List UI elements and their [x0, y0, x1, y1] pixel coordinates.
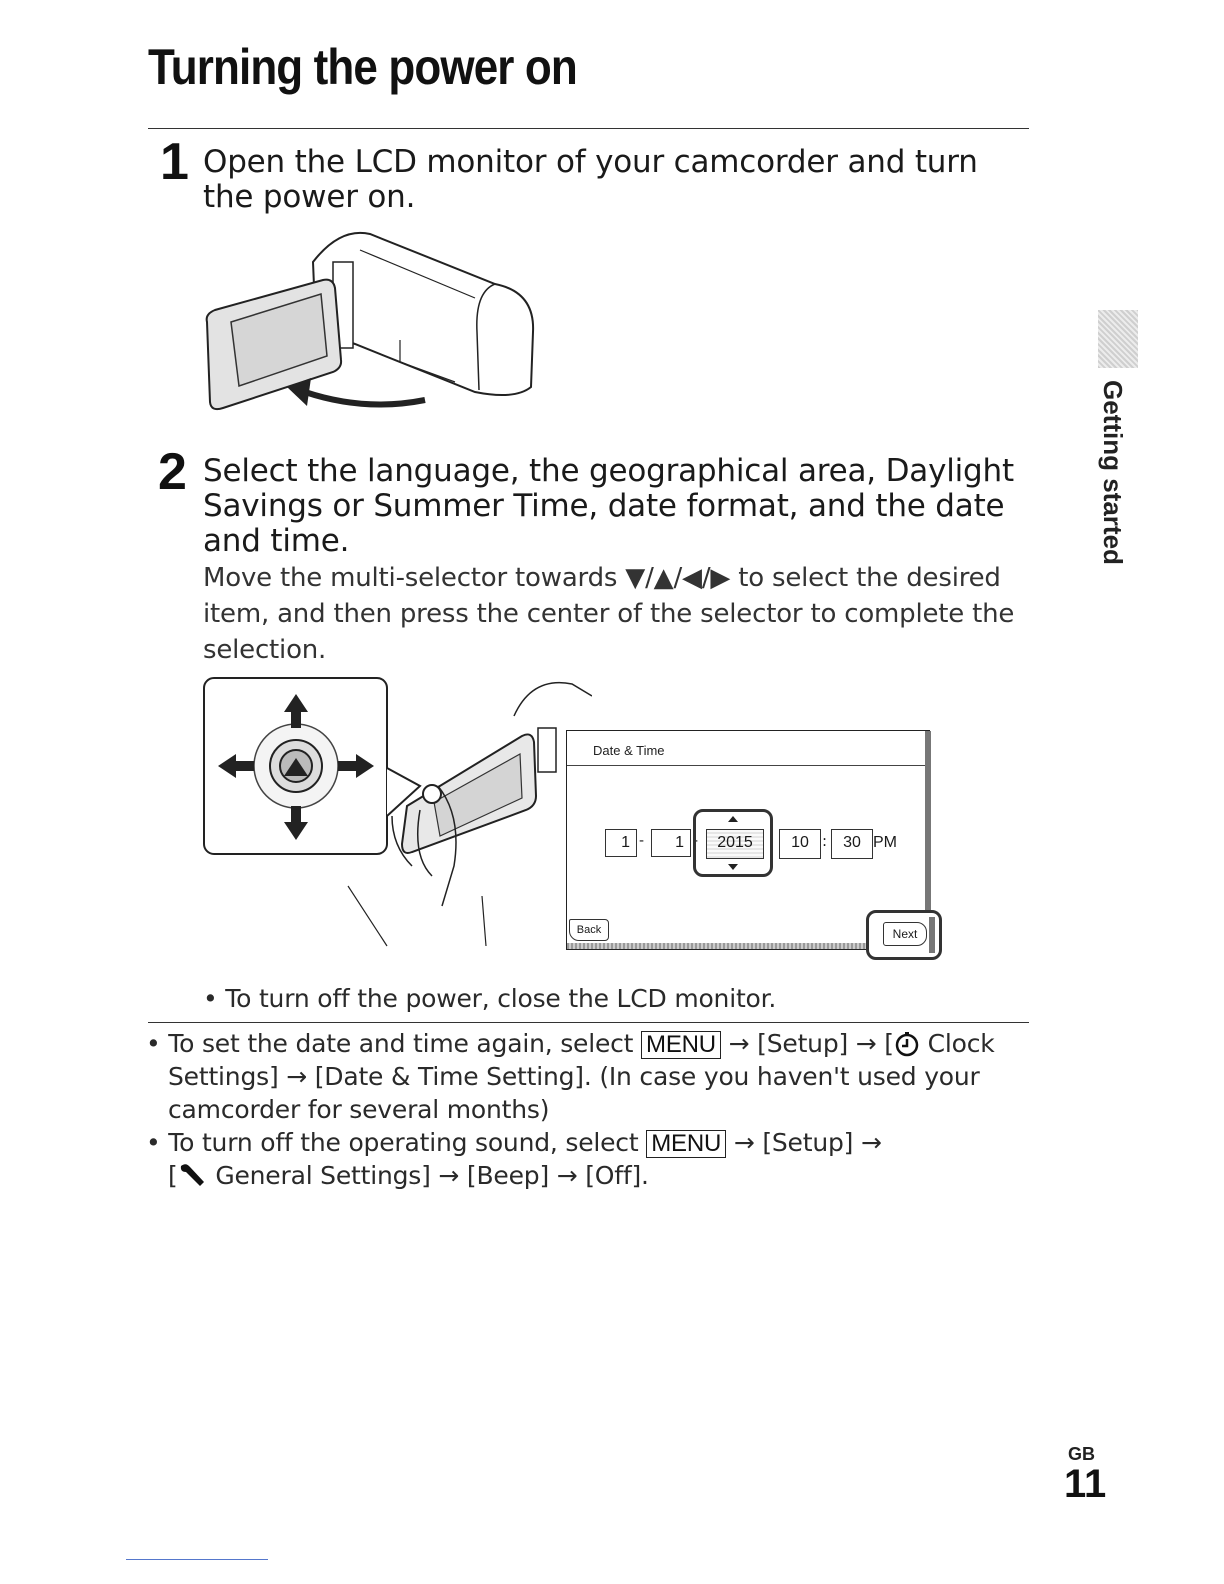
region-code: GB: [1068, 1444, 1095, 1464]
step-2-text: [203, 454, 1014, 559]
month-value: 1: [621, 834, 630, 851]
page-title: Turning the power on: [148, 39, 577, 95]
menu-button-ref-2: MENU: [646, 1130, 726, 1158]
hour-field[interactable]: [779, 829, 821, 859]
section-tab-marker: [1098, 310, 1138, 368]
screen-title: Date & Time: [593, 743, 665, 758]
page-number: 11: [1064, 1462, 1107, 1506]
clock-icon: [894, 1031, 920, 1057]
section-label-text: Getting started: [1098, 380, 1128, 565]
step-2-desc1: Move the multi-selector towards ▼/▲/◀/▶ to select the desired: [203, 563, 1001, 593]
step-1-text: [203, 145, 978, 215]
date-separator: -: [639, 833, 645, 849]
day-value: 1: [675, 834, 684, 851]
day-field[interactable]: [651, 829, 691, 857]
hour-value: 10: [791, 834, 809, 851]
power-off-note: • To turn off the power, close the LCD monitor.: [203, 984, 777, 1013]
step-1-line2: the power on.: [203, 179, 416, 215]
screen-title-divider: [567, 765, 925, 766]
step-2-desc2: item, and then press the center of the selector to complete the: [203, 599, 1015, 629]
time-separator: :: [822, 832, 828, 850]
date-separator: -: [693, 833, 699, 849]
minute-field[interactable]: [831, 829, 873, 859]
note-1-line2: Settings] → [Date & Time Setting]. (In case you haven't used your: [168, 1062, 980, 1091]
note-date-time: [146, 1027, 1046, 1192]
camcorder-open-lcd-illustration: [195, 222, 545, 418]
next-button-label: Next: [892, 927, 918, 941]
title-rule: [148, 128, 1029, 129]
note-1-text-c: Clock: [927, 1029, 995, 1058]
note-2-bracket: [: [168, 1161, 178, 1190]
step-2-line2: Savings or Summer Time, date format, and the date: [203, 488, 1005, 524]
note-2-text-b: → [Setup] →: [733, 1128, 882, 1157]
wrench-icon: [178, 1162, 208, 1188]
minute-value: 30: [843, 834, 861, 851]
note-1-text-b: → [Setup] → [: [728, 1029, 894, 1058]
note-2-text-a: • To turn off the operating sound, select: [146, 1128, 639, 1157]
back-button[interactable]: [569, 919, 609, 941]
step-2-desc3: selection.: [203, 635, 327, 665]
note-1-line3: camcorder for several months): [168, 1095, 550, 1124]
year-down-arrow[interactable]: [728, 864, 738, 870]
step-2-number: 2: [158, 443, 187, 501]
step-1-number: 1: [160, 133, 189, 191]
note-2-text-c: General Settings] → [Beep] → [Off].: [215, 1161, 649, 1190]
step-1-line1: Open the LCD monitor of your camcorder and turn: [203, 144, 978, 180]
year-field[interactable]: [706, 829, 764, 859]
footer-line: [126, 1559, 268, 1560]
back-button-label: Back: [576, 924, 602, 936]
menu-button-ref: MENU: [641, 1031, 721, 1059]
step-2-description: [203, 560, 1014, 668]
year-selector-focus[interactable]: [693, 809, 773, 877]
next-shade: [929, 917, 935, 953]
multi-selector-inset: [202, 676, 592, 956]
year-value: 2015: [717, 834, 753, 851]
next-button[interactable]: [883, 922, 927, 946]
note-1-text-a: • To set the date and time again, select: [146, 1029, 634, 1058]
next-button-focus[interactable]: [866, 910, 942, 960]
notes-rule: [148, 1022, 1029, 1023]
step-2-line1: Select the language, the geographical area, Daylight: [203, 453, 1014, 489]
section-label: [1066, 380, 1126, 570]
year-up-arrow[interactable]: [728, 816, 738, 822]
ampm-label[interactable]: PM: [873, 834, 897, 851]
step-2-line3: and time.: [203, 523, 350, 559]
month-field[interactable]: [605, 829, 637, 857]
